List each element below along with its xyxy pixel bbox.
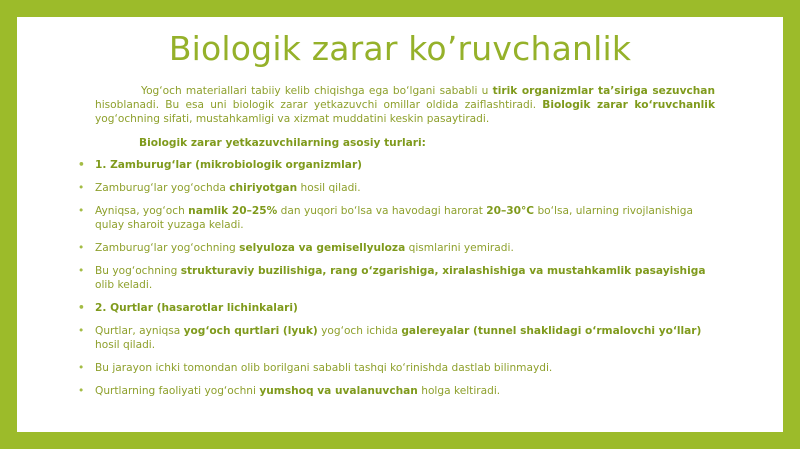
bullet-icon: • — [78, 182, 85, 194]
intro-bold-1: tirik organizmlar ta’siriga sezuvchan — [492, 85, 715, 97]
list-item: • Zamburug‘lar yog‘ochda chiriyotgan hosil qiladi. — [78, 182, 361, 194]
section-subheading: Biologik zarar yetkazuvchilarning asosiy turlari: — [139, 137, 426, 149]
intro-bold-2: Biologik zarar ko‘ruvchanlik — [542, 99, 715, 111]
slide — [17, 17, 783, 432]
list-item: • Bu jarayon ichki tomondan olib borilgani sababli tashqi ko‘rinishda dastlab bilinmaydi. — [78, 362, 553, 374]
bullet-icon: • — [78, 265, 85, 277]
intro-text-3: yog‘ochning sifati, mustahkamligi va xizmat muddatini keskin pasaytiradi. — [95, 113, 490, 125]
list-item: • Zamburug‘lar yog‘ochning selyuloza va gemisellyuloza qismlarini yemiradi. — [78, 242, 514, 254]
bullet-icon: • — [78, 385, 85, 397]
bullet-icon: • — [78, 242, 85, 254]
slide-title: Biologik zarar ko’ruvchanlik — [168, 29, 632, 68]
bullet-icon: • — [78, 325, 85, 337]
list-item: • Ayniqsa, yog‘och namlik 20–25% dan yuqori bo‘lsa va havodagi harorat 20–30°C bo‘lsa, ularning rivojlanishiga qulay sharoit yuzaga keladi. — [78, 205, 693, 231]
bullet-icon: • — [78, 302, 85, 314]
intro-text-1: Yog‘och materiallari tabiiy kelib chiqishga ega bo‘lgani sababli u — [141, 85, 493, 97]
list-item: • Qurtlar, ayniqsa yog‘och qurtlari (lyuk) yog‘och ichida galereyalar (tunnel shaklidagi o‘rmalovchi yo‘llar) hosil qiladi. — [78, 325, 702, 351]
list-item-insects-heading: • 2. Qurtlar (hasarotlar lichinkalari) — [78, 302, 298, 314]
list-item: • Bu yog‘ochning strukturaviy buzilishiga, rang o‘zgarishiga, xiralashishiga va mustahkamlik pasayishiga olib keladi. — [78, 265, 706, 291]
bullet-icon: • — [78, 362, 85, 374]
intro-text-2: hisoblanadi. Bu esa uni biologik zarar yetkazuvchi omillar oldida zaiflashtiradi. — [95, 99, 543, 111]
list-item: • Qurtlarning faoliyati yog‘ochni yumshoq va uvalanuvchan holga keltiradi. — [78, 385, 501, 397]
intro-paragraph — [95, 84, 715, 126]
list-item-fungi-heading: • 1. Zamburug‘lar (mikrobiologik organizmlar) — [78, 159, 363, 171]
bullet-icon: • — [78, 205, 85, 217]
bullet-icon: • — [78, 159, 85, 171]
bullet-list — [78, 158, 715, 398]
slide-body — [78, 84, 715, 407]
